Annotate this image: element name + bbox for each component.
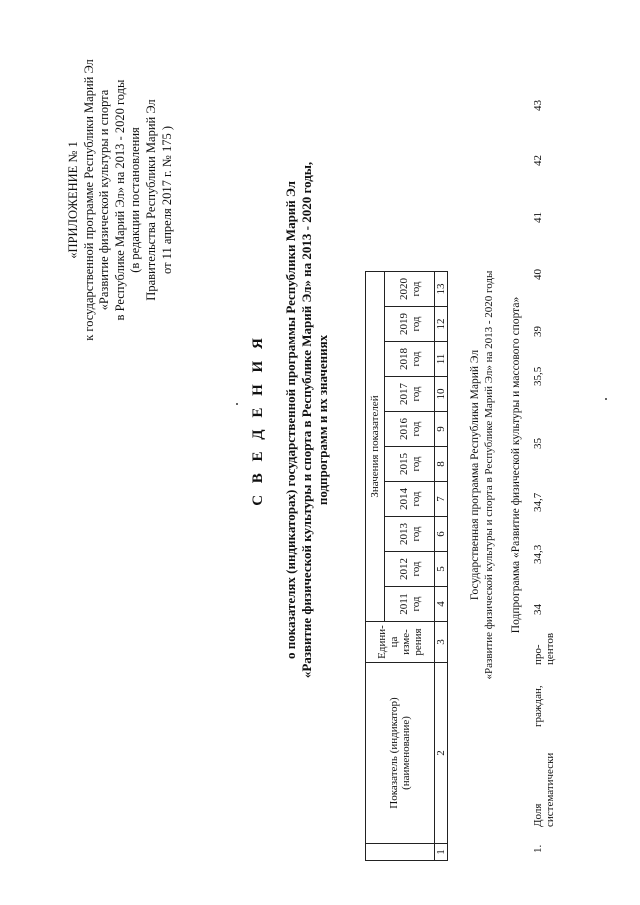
- row-unit-line: про-: [532, 644, 544, 665]
- header-unit-line: рения: [412, 628, 424, 656]
- row-value: 34,3: [532, 544, 544, 564]
- colnum-cell: 4: [435, 587, 448, 622]
- year-cell: 2020 год: [385, 272, 435, 307]
- appendix-line: «Развитие физической культуры и спорта: [97, 89, 112, 311]
- appendix-line: в Республике Марий Эл» на 2013 - 2020 годы: [112, 79, 127, 321]
- subprogram-title: Подпрограмма «Развитие физической культуры и массового спорта»: [510, 296, 522, 634]
- row-value: 42: [532, 155, 544, 166]
- row-name-continued: граждан,: [532, 685, 544, 727]
- row-value: 40: [532, 269, 544, 280]
- colnum-cell: 13: [435, 272, 448, 307]
- appendix-line: (в редакции постановления: [128, 127, 143, 273]
- colnum-cell: 3: [435, 622, 448, 663]
- colnum-cell: 6: [435, 517, 448, 552]
- year-cell: 2017 год: [385, 377, 435, 412]
- heading-title: С В Е Д Е Н И Я: [250, 334, 266, 506]
- header-unit: [366, 622, 435, 663]
- appendix-line: от 11 апреля 2017 г. № 175 ): [159, 126, 174, 274]
- colnum-cell: 8: [435, 447, 448, 482]
- row-value: 39: [532, 326, 544, 337]
- year-cell: 2012 год: [385, 552, 435, 587]
- header-indicator: Показатель (индикатор) (наименование): [366, 663, 435, 844]
- header-values: Значения показателей: [366, 272, 385, 622]
- row-unit-line: центов: [544, 632, 556, 665]
- colnum-cell: 1: [435, 844, 448, 861]
- table-header-row: [366, 272, 385, 861]
- row-name-line: систематически: [544, 752, 556, 827]
- colnum-cell: 5: [435, 552, 448, 587]
- scan-speck: [605, 398, 607, 400]
- program-line: «Развитие физической культуры и спорта в Республике Марий Эл» на 2013 - 2020 годы: [483, 270, 495, 680]
- appendix-line: Правительства Республики Марий Эл: [143, 99, 158, 301]
- colnum-cell: 7: [435, 482, 448, 517]
- heading-line: о показателях (индикаторах) государственной программы Республики Марий Эл: [283, 181, 298, 659]
- header-unit-line: Едини-: [376, 625, 388, 659]
- colnum-cell: 9: [435, 412, 448, 447]
- year-cell: 2016 год: [385, 412, 435, 447]
- year-cell: 2011 год: [385, 587, 435, 622]
- heading-line: «Развитие физической культуры и спорта в Республике Марий Эл» на 2013 - 2020 годы,: [299, 161, 314, 679]
- table-colnum-row: [435, 272, 448, 861]
- row-value: 41: [532, 212, 544, 223]
- row-number: 1.: [532, 844, 544, 853]
- row-value: 35,5: [532, 366, 544, 386]
- colnum-cell: 10: [435, 377, 448, 412]
- header-unit-line: изме-: [400, 629, 412, 655]
- header-number-cell: [366, 844, 435, 861]
- row-name-line: Доля: [532, 803, 544, 827]
- year-cell: 2014 год: [385, 482, 435, 517]
- row-value: 34: [532, 604, 544, 615]
- row-unit: [532, 633, 556, 665]
- appendix-line: к государственной программе Республики Марий Эл: [81, 59, 96, 341]
- header-unit-line: ца: [388, 636, 400, 648]
- row-value: 35: [532, 438, 544, 449]
- appendix-block: [66, 30, 175, 370]
- colnum-cell: 2: [435, 663, 448, 844]
- row-indicator-name: [532, 753, 556, 827]
- appendix-line: «ПРИЛОЖЕНИЕ № 1: [66, 141, 80, 259]
- colnum-cell: 11: [435, 342, 448, 377]
- scan-speck: [236, 403, 238, 405]
- program-title: [468, 245, 496, 705]
- year-cell: 2018 год: [385, 342, 435, 377]
- heading-line: подпрограмм и их значениях: [315, 334, 330, 506]
- year-cell: 2013 год: [385, 517, 435, 552]
- program-line: Государственная программа Республики Марий Эл: [469, 349, 481, 601]
- row-value: 43: [532, 100, 544, 111]
- year-cell: 2019 год: [385, 307, 435, 342]
- colnum-cell: 12: [435, 307, 448, 342]
- row-value: 34,7: [532, 492, 544, 512]
- document-heading: [250, 60, 331, 780]
- year-cell: 2015 год: [385, 447, 435, 482]
- indicator-table: [365, 271, 448, 861]
